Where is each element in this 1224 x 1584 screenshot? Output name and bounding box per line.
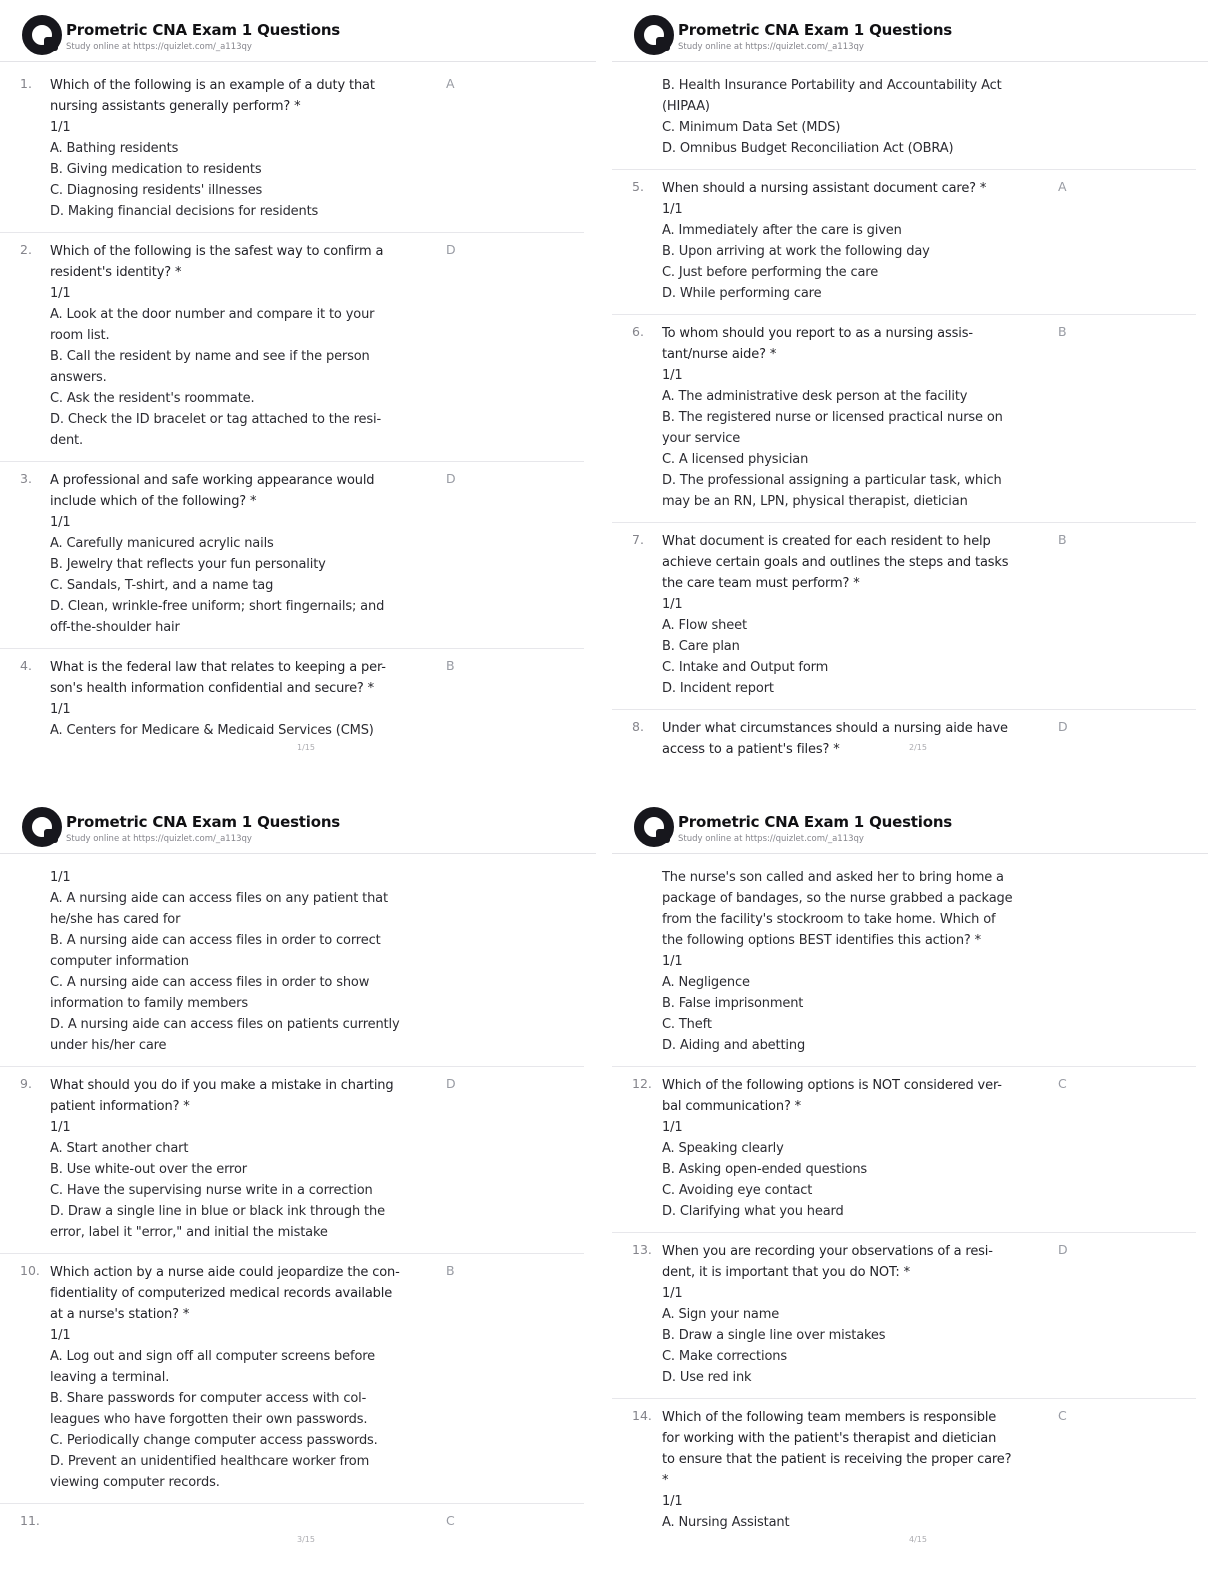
- question-text-line: Which of the following is an example of a duty that: [50, 78, 375, 93]
- page-header: [0, 0, 596, 62]
- answer-option-line: your service: [662, 431, 741, 446]
- question-text-line: patient information? *: [50, 1099, 190, 1114]
- question-text: [50, 867, 442, 1056]
- page-subtitle: Study online at https://quizlet.com/_a113qy: [66, 42, 252, 52]
- page-content: [612, 854, 1224, 1543]
- question-number: 14.: [632, 1408, 652, 1423]
- answer-option-line: D. Clarifying what you heard: [662, 1204, 844, 1219]
- page-footer: 3/15: [297, 1535, 315, 1544]
- answer-option-line: 1/1: [50, 1120, 71, 1135]
- answer-option-line: B. Care plan: [662, 639, 740, 654]
- answer-option-line: B. Giving medication to residents: [50, 162, 262, 177]
- correct-answer-letter: A: [446, 76, 455, 91]
- answer-option-line: A. Start another chart: [50, 1141, 189, 1156]
- correct-answer-letter: D: [1058, 1242, 1068, 1257]
- answer-option-line: C. Ask the resident's roommate.: [50, 391, 255, 406]
- quizlet-q-logo-icon: [22, 15, 62, 55]
- page-header: [612, 792, 1208, 854]
- question-text-line: resident's identity? *: [50, 265, 182, 280]
- answer-option-line: D. Making financial decisions for residents: [50, 204, 319, 219]
- question-text-line: at a nurse's station? *: [50, 1307, 190, 1322]
- answer-option-line: B. Draw a single line over mistakes: [662, 1328, 886, 1343]
- question-number: 6.: [632, 324, 644, 339]
- answer-option-line: B. The registered nurse or licensed practical nurse on: [662, 410, 1003, 425]
- answer-option-line: D. Clean, wrinkle-free uniform; short fingernails; and: [50, 599, 385, 614]
- answer-option-line: may be an RN, LPN, physical therapist, dietician: [662, 494, 968, 509]
- correct-answer-letter: D: [446, 471, 456, 486]
- question-text-line: bal communication? *: [662, 1099, 802, 1114]
- answer-option-line: (HIPAA): [662, 99, 710, 114]
- question-text-line: What is the federal law that relates to keeping a per-: [50, 660, 386, 675]
- answer-option-line: C. Just before performing the care: [662, 265, 879, 280]
- question-block: [0, 1067, 584, 1254]
- question-text-line: *: [662, 1473, 669, 1488]
- quizlet-q-logo-icon: [634, 807, 674, 847]
- question-text-line: achieve certain goals and outlines the steps and tasks: [662, 555, 1009, 570]
- answer-option-line: C. Sandals, T-shirt, and a name tag: [50, 578, 274, 593]
- answer-option-line: viewing computer records.: [50, 1475, 220, 1490]
- question-text-line: Which of the following options is NOT considered ver-: [662, 1078, 1002, 1093]
- page-title: Prometric CNA Exam 1 Questions: [678, 21, 953, 39]
- answer-option-line: 1/1: [50, 120, 71, 135]
- answer-option-line: A. Bathing residents: [50, 141, 179, 156]
- question-number: 1.: [20, 76, 32, 91]
- question-number: 9.: [20, 1076, 32, 1091]
- question-text: [50, 75, 442, 222]
- question-block: [0, 233, 584, 462]
- question-text-line: To whom should you report to as a nursing assis-: [662, 326, 973, 341]
- answer-option-line: A. Look at the door number and compare it to your: [50, 307, 375, 322]
- answer-option-line: B. Jewelry that reflects your fun personality: [50, 557, 326, 572]
- answer-option-line: 1/1: [50, 870, 71, 885]
- answer-option-line: he/she has cared for: [50, 912, 181, 927]
- answer-option-line: A. The administrative desk person at the facility: [662, 389, 968, 404]
- answer-option-line: D. The professional assigning a particular task, which: [662, 473, 1002, 488]
- answer-option-line: error, label it "error," and initial the mistake: [50, 1225, 328, 1240]
- page-subtitle: Study online at https://quizlet.com/_a113qy: [678, 42, 864, 52]
- question-text-line: for working with the patient's therapist and dietician: [662, 1431, 997, 1446]
- question-text: [50, 657, 442, 741]
- question-text-line: tant/nurse aide? *: [662, 347, 777, 362]
- question-text-line: When you are recording your observations of a resi-: [662, 1244, 993, 1259]
- question-block: [612, 523, 1196, 710]
- question-block: [612, 315, 1196, 523]
- correct-answer-letter: B: [1058, 532, 1067, 547]
- page-content: [612, 62, 1224, 770]
- page-3: [0, 792, 612, 1584]
- question-number: 10.: [20, 1263, 40, 1278]
- quizlet-q-logo-icon: [22, 807, 62, 847]
- answer-option-line: A. Centers for Medicare & Medicaid Services (CMS): [50, 723, 374, 738]
- answer-option-line: the following options BEST identifies this action? *: [662, 933, 982, 948]
- answer-option-line: leaving a terminal.: [50, 1370, 170, 1385]
- answer-option-line: B. Call the resident by name and see if the person: [50, 349, 370, 364]
- correct-answer-letter: A: [1058, 179, 1067, 194]
- question-text-line: to ensure that the patient is receiving the proper care?: [662, 1452, 1012, 1467]
- question-text-line: fidentiality of computerized medical records available: [50, 1286, 393, 1301]
- answer-option-line: package of bandages, so the nurse grabbed a package: [662, 891, 1013, 906]
- question-text-line: access to a patient's files? *: [662, 742, 840, 757]
- answer-option-line: C. Periodically change computer access passwords.: [50, 1433, 378, 1448]
- page-title: Prometric CNA Exam 1 Questions: [66, 21, 341, 39]
- answer-option-line: B. A nursing aide can access files in order to correct: [50, 933, 381, 948]
- question-text: [50, 241, 442, 451]
- answer-option-line: The nurse's son called and asked her to bring home a: [662, 870, 1004, 885]
- answer-option-line: C. A nursing aide can access files in order to show: [50, 975, 370, 990]
- question-block: [0, 1254, 584, 1504]
- answer-option-line: C. Intake and Output form: [662, 660, 829, 675]
- page-4: [612, 792, 1224, 1584]
- answer-option-line: D. Check the ID bracelet or tag attached to the resi-: [50, 412, 381, 427]
- correct-answer-letter: B: [1058, 324, 1067, 339]
- correct-answer-letter: B: [446, 658, 455, 673]
- question-text: [662, 531, 1054, 699]
- question-block: [0, 67, 584, 233]
- answer-option-line: 1/1: [662, 1494, 683, 1509]
- answer-option-line: room list.: [50, 328, 110, 343]
- question-text-line: What should you do if you make a mistake in charting: [50, 1078, 394, 1093]
- answer-option-line: 1/1: [50, 515, 71, 530]
- question-text: [662, 1407, 1054, 1533]
- question-block: [0, 462, 584, 649]
- page-footer: 1/15: [297, 743, 315, 752]
- question-number: 5.: [632, 179, 644, 194]
- question-block: [612, 710, 1196, 770]
- answer-option-line: D. Aiding and abetting: [662, 1038, 806, 1053]
- page-title: Prometric CNA Exam 1 Questions: [66, 813, 341, 831]
- answer-option-line: C. Diagnosing residents' illnesses: [50, 183, 263, 198]
- answer-option-line: A. Carefully manicured acrylic nails: [50, 536, 274, 551]
- question-block: [612, 1399, 1196, 1543]
- answer-option-line: A. Negligence: [662, 975, 750, 990]
- answer-option-line: 1/1: [662, 597, 683, 612]
- question-number: 13.: [632, 1242, 652, 1257]
- question-text-line: include which of the following? *: [50, 494, 257, 509]
- answer-option-line: C. Have the supervising nurse write in a correction: [50, 1183, 373, 1198]
- question-text-line: Which of the following team members is responsible: [662, 1410, 997, 1425]
- question-text-line: Under what circumstances should a nursing aide have: [662, 721, 1008, 736]
- page-title: Prometric CNA Exam 1 Questions: [678, 813, 953, 831]
- question-text: [50, 470, 442, 638]
- answer-option-line: 1/1: [50, 1328, 71, 1343]
- question-text-line: nursing assistants generally perform? *: [50, 99, 301, 114]
- question-block: [612, 1067, 1196, 1233]
- answer-option-line: 1/1: [662, 1286, 683, 1301]
- correct-answer-letter: C: [1058, 1076, 1067, 1091]
- answer-option-line: B. Upon arriving at work the following day: [662, 244, 930, 259]
- page-subtitle: Study online at https://quizlet.com/_a113qy: [66, 834, 252, 844]
- question-text: [662, 1075, 1054, 1222]
- answer-option-line: A. Speaking clearly: [662, 1141, 784, 1156]
- answer-option-line: D. Prevent an unidentified healthcare worker from: [50, 1454, 370, 1469]
- page-content: [0, 62, 612, 751]
- answer-option-line: 1/1: [662, 954, 683, 969]
- question-text-line: son's health information confidential and secure? *: [50, 681, 375, 696]
- continuation-block: [612, 67, 1196, 170]
- question-text-line: A professional and safe working appearance would: [50, 473, 375, 488]
- page-1: [0, 0, 612, 792]
- answer-option-line: A. Immediately after the care is given: [662, 223, 902, 238]
- question-block: [0, 649, 584, 751]
- answer-option-line: A. A nursing aide can access files on any patient that: [50, 891, 388, 906]
- page-footer: 2/15: [909, 743, 927, 752]
- question-text: [662, 718, 1054, 760]
- question-text: [662, 75, 1054, 159]
- question-number: 7.: [632, 532, 644, 547]
- continuation-block: [612, 859, 1196, 1067]
- answer-option-line: A. Flow sheet: [662, 618, 747, 633]
- answer-option-line: computer information: [50, 954, 189, 969]
- page-2: [612, 0, 1224, 792]
- page-footer: 4/15: [909, 1535, 927, 1544]
- answer-option-line: B. Asking open-ended questions: [662, 1162, 868, 1177]
- continuation-block: [0, 859, 584, 1067]
- answer-option-line: B. Use white-out over the error: [50, 1162, 247, 1177]
- answer-option-line: B. False imprisonment: [662, 996, 804, 1011]
- correct-answer-letter: D: [446, 242, 456, 257]
- question-number: 4.: [20, 658, 32, 673]
- answer-option-line: off-the-shoulder hair: [50, 620, 180, 635]
- answer-option-line: B. Health Insurance Portability and Accountability Act: [662, 78, 1002, 93]
- question-text: [662, 178, 1054, 304]
- answer-option-line: D. Draw a single line in blue or black ink through the: [50, 1204, 385, 1219]
- question-text-line: dent, it is important that you do NOT: *: [662, 1265, 910, 1280]
- answer-option-line: C. Minimum Data Set (MDS): [662, 120, 841, 135]
- answer-option-line: answers.: [50, 370, 107, 385]
- question-number: 2.: [20, 242, 32, 257]
- answer-option-line: 1/1: [662, 1120, 683, 1135]
- correct-answer-letter: B: [446, 1263, 455, 1278]
- question-text: [50, 1075, 442, 1243]
- question-text: [662, 1241, 1054, 1388]
- question-block: [612, 1233, 1196, 1399]
- page-header: [0, 792, 596, 854]
- answer-option-line: D. Use red ink: [662, 1370, 752, 1385]
- answer-option-line: dent.: [50, 433, 83, 448]
- question-text-line: What document is created for each resident to help: [662, 534, 991, 549]
- answer-option-line: 1/1: [50, 702, 71, 717]
- answer-option-line: C. Theft: [662, 1017, 712, 1032]
- answer-option-line: C. Avoiding eye contact: [662, 1183, 813, 1198]
- answer-option-line: D. Omnibus Budget Reconciliation Act (OBRA): [662, 141, 954, 156]
- answer-option-line: 1/1: [50, 286, 71, 301]
- question-text: [662, 867, 1054, 1056]
- quizlet-q-logo-icon: [634, 15, 674, 55]
- page-content: [0, 854, 612, 1526]
- question-number: 3.: [20, 471, 32, 486]
- question-number: 8.: [632, 719, 644, 734]
- correct-answer-letter: C: [446, 1513, 455, 1528]
- answer-option-line: 1/1: [662, 368, 683, 383]
- answer-option-line: A. Sign your name: [662, 1307, 780, 1322]
- question-text-line: Which of the following is the safest way to confirm a: [50, 244, 384, 259]
- question-number: 12.: [632, 1076, 652, 1091]
- question-text-line: the care team must perform? *: [662, 576, 860, 591]
- question-block: [612, 170, 1196, 315]
- answer-option-line: D. Incident report: [662, 681, 774, 696]
- answer-option-line: from the facility's stockroom to take home. Which of: [662, 912, 996, 927]
- page-subtitle: Study online at https://quizlet.com/_a113qy: [678, 834, 864, 844]
- page-header: [612, 0, 1208, 62]
- answer-option-line: B. Share passwords for computer access with col-: [50, 1391, 367, 1406]
- answer-option-line: leagues who have forgotten their own passwords.: [50, 1412, 368, 1427]
- question-number: 11.: [20, 1513, 40, 1528]
- correct-answer-letter: C: [1058, 1408, 1067, 1423]
- answer-option-line: 1/1: [662, 202, 683, 217]
- question-text: [50, 1262, 442, 1493]
- answer-option-line: D. A nursing aide can access files on patients currently: [50, 1017, 400, 1032]
- answer-option-line: A. Nursing Assistant: [662, 1515, 790, 1530]
- answer-option-line: information to family members: [50, 996, 248, 1011]
- answer-option-line: A. Log out and sign off all computer screens before: [50, 1349, 375, 1364]
- question-text-line: Which action by a nurse aide could jeopardize the con-: [50, 1265, 400, 1280]
- correct-answer-letter: D: [446, 1076, 456, 1091]
- correct-answer-letter: D: [1058, 719, 1068, 734]
- answer-option-line: under his/her care: [50, 1038, 167, 1053]
- question-block: [0, 1504, 584, 1526]
- question-text: [662, 323, 1054, 512]
- question-text-line: When should a nursing assistant document care? *: [662, 181, 987, 196]
- answer-option-line: C. Make corrections: [662, 1349, 787, 1364]
- answer-option-line: D. While performing care: [662, 286, 822, 301]
- answer-option-line: C. A licensed physician: [662, 452, 809, 467]
